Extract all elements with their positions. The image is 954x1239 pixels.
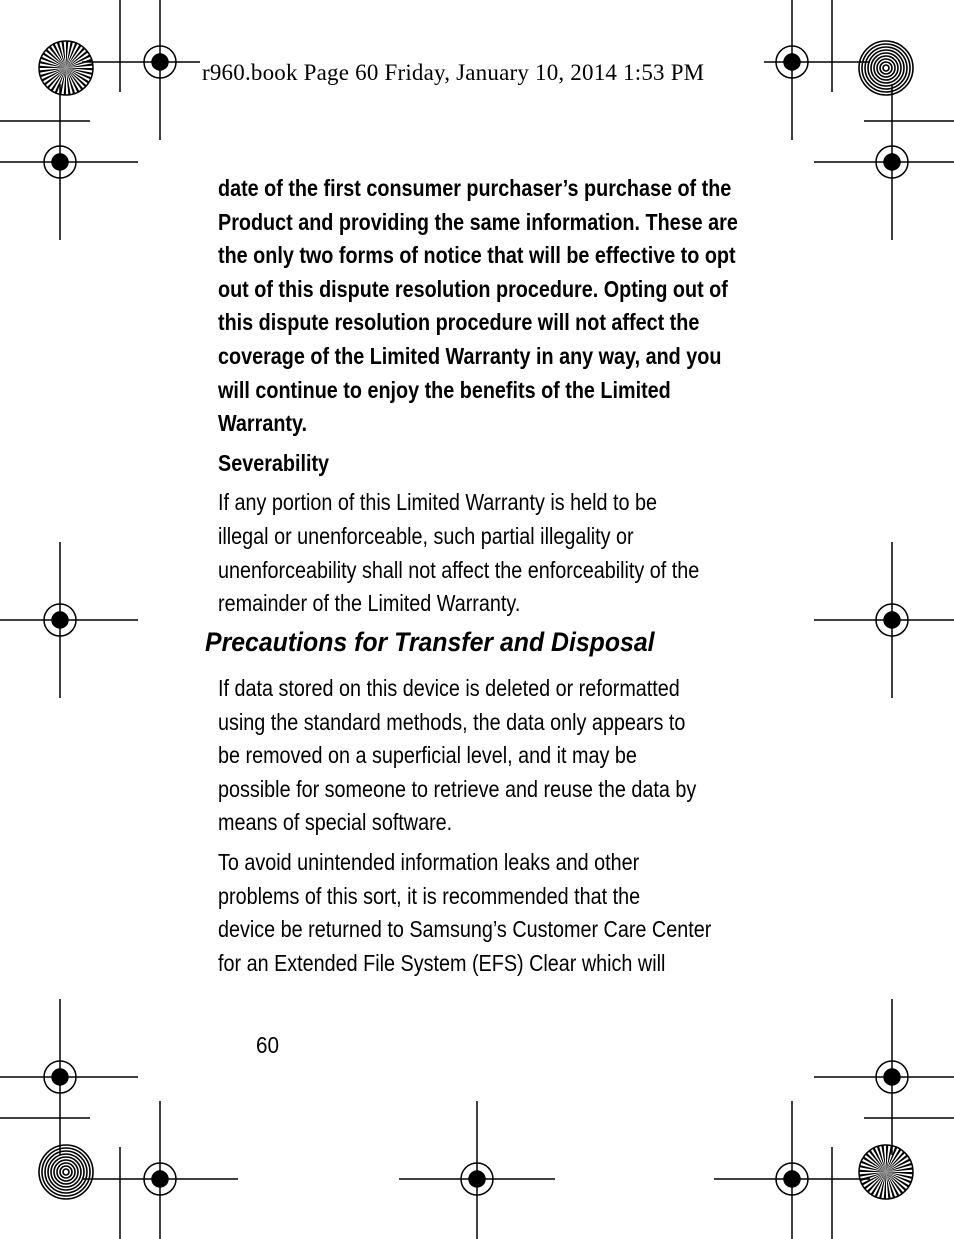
starburst-mark bbox=[39, 41, 93, 95]
concentric-mark bbox=[39, 1145, 93, 1199]
page-number: 60 bbox=[256, 1032, 280, 1058]
registration-mark bbox=[82, 1101, 238, 1239]
section-heading: Precautions for Transfer and Disposal bbox=[205, 627, 655, 657]
text-line: possible for someone to retrieve and reuse the data by bbox=[218, 775, 697, 802]
text-line: If data stored on this device is deleted or reformatted bbox=[218, 675, 680, 701]
text-line: for an Extended File System (EFS) Clear which will bbox=[218, 949, 666, 976]
precautions-paragraph-1 bbox=[218, 672, 766, 840]
text-line: device be returned to Samsung’s Customer Care Center bbox=[218, 916, 712, 943]
registration-mark bbox=[814, 999, 954, 1155]
registration-mark bbox=[0, 84, 138, 240]
starburst-mark bbox=[859, 1145, 913, 1199]
text-line: this dispute resolution procedure will not affect the bbox=[218, 309, 700, 336]
text-line: If any portion of this Limited Warranty is held to be bbox=[218, 489, 658, 516]
text-line: illegal or unenforceable, such partial illegality or bbox=[218, 522, 634, 549]
registration-mark bbox=[399, 1101, 555, 1239]
text-line: means of special software. bbox=[218, 809, 453, 836]
text-line: be removed on a superficial level, and it may be bbox=[218, 742, 637, 769]
registration-mark bbox=[0, 999, 138, 1155]
registration-mark bbox=[714, 1101, 870, 1239]
warranty-paragraph bbox=[218, 172, 766, 441]
registration-mark bbox=[0, 542, 138, 698]
print-header: r960.book Page 60 Friday, January 10, 2014 1:53 PM bbox=[200, 60, 764, 86]
precautions-paragraph-2 bbox=[218, 846, 766, 980]
text-line: remainder of the Limited Warranty. bbox=[218, 590, 521, 617]
text-line: coverage of the Limited Warranty in any way, and you bbox=[218, 342, 722, 369]
concentric-mark bbox=[859, 41, 913, 95]
text-line: To avoid unintended information leaks and other bbox=[218, 848, 640, 875]
text-line: the only two forms of notice that will be effective to opt bbox=[218, 242, 736, 269]
text-line: out of this dispute resolution procedure. Opting out of bbox=[218, 275, 728, 302]
severability-heading: Severability bbox=[218, 449, 330, 476]
precautions-text-block bbox=[218, 672, 766, 980]
registration-mark bbox=[814, 542, 954, 698]
text-line: Warranty. bbox=[218, 410, 308, 437]
warranty-text-block bbox=[218, 172, 766, 621]
text-line: unenforceability shall not affect the enforceability of the bbox=[218, 556, 700, 583]
severability-paragraph bbox=[218, 486, 766, 620]
text-line: using the standard methods, the data only appears to bbox=[218, 708, 686, 735]
text-line: Product and providing the same information. These are bbox=[218, 208, 738, 235]
registration-mark bbox=[814, 84, 954, 240]
text-line: date of the first consumer purchaser’s purchase of the bbox=[218, 175, 732, 201]
text-line: will continue to enjoy the benefits of the Limited bbox=[218, 376, 671, 403]
text-line: problems of this sort, it is recommended that the bbox=[218, 882, 641, 909]
